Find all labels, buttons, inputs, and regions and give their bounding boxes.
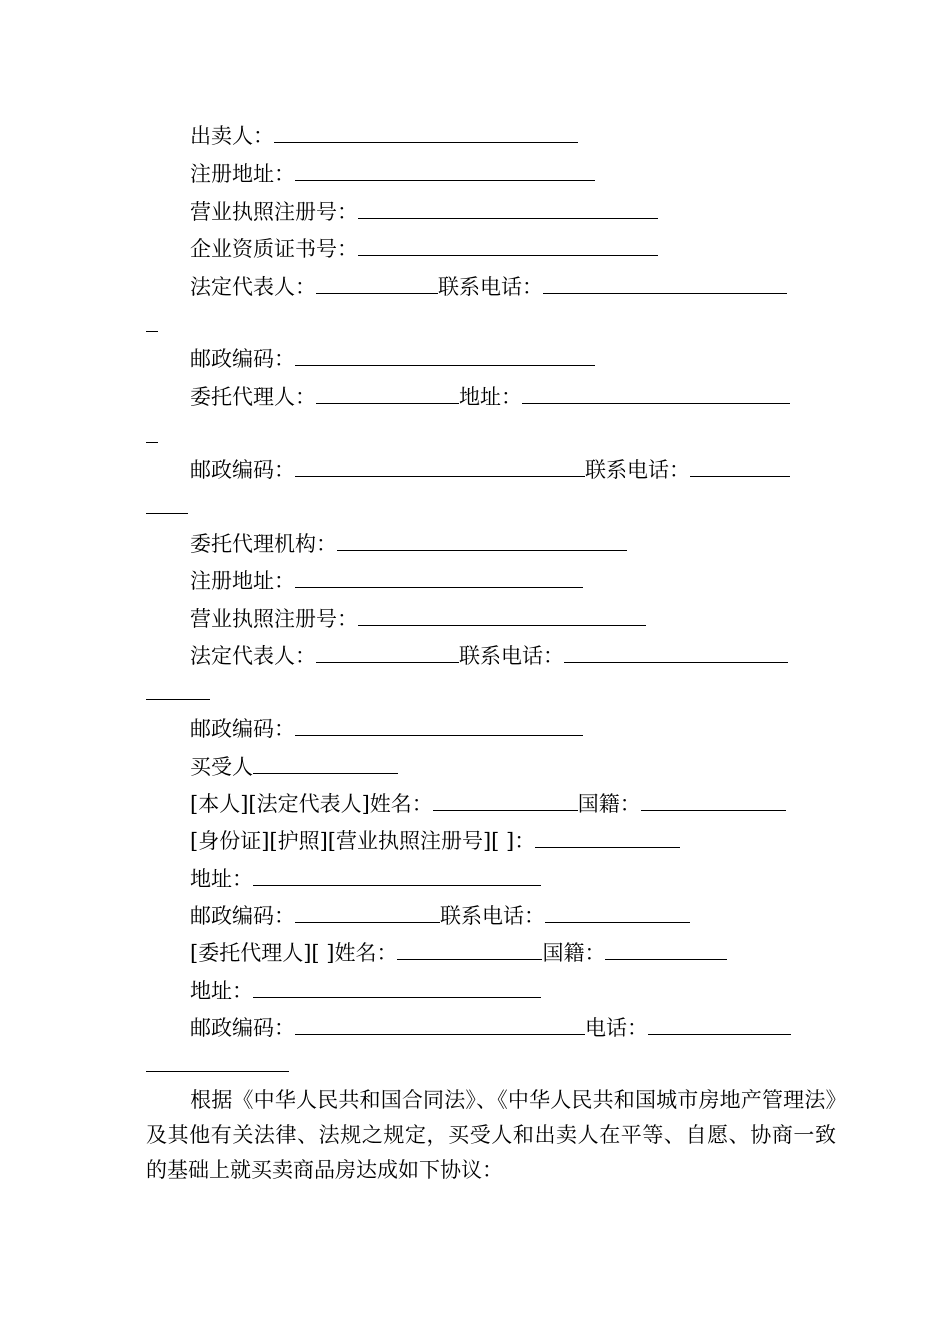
seller-agent-blank[interactable]	[316, 383, 459, 404]
buyer-address-label: 地址：	[190, 867, 253, 891]
buyer-agent-address-label: 地址：	[190, 979, 253, 1003]
buyer-agent-phone-blank-cont[interactable]	[146, 1070, 289, 1072]
agency-reg-address-blank[interactable]	[295, 567, 583, 588]
buyer-nationality-blank[interactable]	[641, 790, 786, 811]
buyer-name-line	[190, 790, 786, 817]
buyer-id-line	[190, 827, 680, 854]
agency-phone-blank-cont[interactable]	[146, 698, 210, 700]
agency-postcode-line	[190, 715, 583, 742]
seller-license-blank[interactable]	[358, 198, 658, 219]
agency-legal-rep-blank[interactable]	[316, 642, 459, 663]
seller-phone2-blank[interactable]	[690, 456, 790, 477]
agency-phone-blank[interactable]	[564, 642, 788, 663]
buyer-name-blank[interactable]	[433, 790, 578, 811]
seller-phone2-label: 联系电话：	[585, 458, 690, 482]
buyer-postcode-label: 邮政编码：	[190, 904, 295, 928]
seller-agent-label: 委托代理人：	[190, 385, 316, 409]
agency-license-blank[interactable]	[358, 605, 646, 626]
seller-legal-rep-line	[190, 273, 787, 300]
seller-postcode-label: 邮政编码：	[190, 347, 295, 371]
seller-phone2-blank-cont[interactable]	[146, 512, 188, 514]
agency-legal-rep-label: 法定代表人：	[190, 644, 316, 668]
seller-phone-blank[interactable]	[543, 273, 787, 294]
agency-name-blank[interactable]	[337, 530, 627, 551]
buyer-address-blank[interactable]	[253, 865, 541, 886]
buyer-agent-postcode-blank[interactable]	[295, 1014, 585, 1035]
agency-reg-address-label: 注册地址：	[190, 569, 295, 593]
seller-postcode2-blank[interactable]	[295, 456, 585, 477]
seller-qualification-blank[interactable]	[358, 235, 658, 256]
buyer-agent-address-blank[interactable]	[253, 977, 541, 998]
agency-license-line	[190, 605, 646, 632]
agency-postcode-label: 邮政编码：	[190, 717, 295, 741]
seller-reg-address-label: 注册地址：	[190, 162, 295, 186]
seller-postcode2-line	[190, 456, 790, 483]
seller-license-label: 营业执照注册号：	[190, 200, 358, 224]
seller-postcode2-label: 邮政编码：	[190, 458, 295, 482]
seller-qualification-line	[190, 235, 658, 262]
buyer-agent-name-line	[190, 939, 727, 966]
preamble-paragraph	[146, 1083, 836, 1188]
agency-license-label: 营业执照注册号：	[190, 607, 358, 631]
seller-agent-address-label: 地址：	[459, 385, 522, 409]
buyer-agent-phone-label: 电话：	[585, 1016, 648, 1040]
buyer-id-blank[interactable]	[535, 827, 680, 848]
seller-reg-address-blank[interactable]	[295, 160, 595, 181]
seller-reg-address-line	[190, 160, 595, 187]
agency-legal-rep-line	[190, 642, 788, 669]
seller-agent-address-blank[interactable]	[522, 383, 790, 404]
seller-name-blank[interactable]	[274, 122, 578, 143]
seller-postcode-blank[interactable]	[295, 345, 595, 366]
seller-legal-rep-blank[interactable]	[316, 273, 438, 294]
buyer-id-label: [身份证][护照][营业执照注册号][ ]：	[190, 829, 536, 853]
buyer-agent-postcode-label: 邮政编码：	[190, 1016, 295, 1040]
buyer-nationality-label: 国籍：	[577, 792, 641, 816]
seller-agent-line	[190, 383, 790, 410]
agency-phone-label: 联系电话：	[459, 644, 564, 668]
seller-postcode-line	[190, 345, 595, 372]
buyer-agent-postcode-line	[190, 1014, 791, 1041]
seller-name-label: 出卖人：	[190, 124, 274, 148]
buyer-agent-nationality-blank[interactable]	[605, 939, 727, 960]
seller-phone-label: 联系电话：	[438, 275, 543, 299]
buyer-agent-name-blank[interactable]	[397, 939, 542, 960]
agency-postcode-blank[interactable]	[295, 715, 583, 736]
buyer-agent-name-label: [委托代理人][ ]姓名：	[190, 941, 398, 965]
seller-phone-blank-cont[interactable]	[146, 330, 158, 332]
agency-name-label: 委托代理机构：	[190, 532, 337, 556]
preamble-text: 根据《中华人民共和国合同法》、《中华人民共和国城市房地产管理法》及其他有关法律、法规之规定，买受人和出卖人在平等、自愿、协商一致的基础上就买卖商品房达成如下协议：	[146, 1088, 836, 1182]
seller-legal-rep-label: 法定代表人：	[190, 275, 316, 299]
buyer-phone-label: 联系电话：	[440, 904, 545, 928]
buyer-agent-phone-blank[interactable]	[648, 1014, 791, 1035]
buyer-phone-blank[interactable]	[545, 902, 690, 923]
buyer-postcode-blank[interactable]	[295, 902, 440, 923]
buyer-title-line	[190, 753, 398, 780]
seller-license-line	[190, 198, 658, 225]
buyer-address-line	[190, 865, 541, 892]
buyer-name-label: [本人][法定代表人]姓名：	[190, 792, 433, 816]
buyer-agent-nationality-label: 国籍：	[542, 941, 606, 965]
buyer-postcode-line	[190, 902, 690, 929]
buyer-title: 买受人	[190, 755, 253, 779]
buyer-title-blank[interactable]	[253, 753, 398, 774]
seller-qualification-label: 企业资质证书号：	[190, 237, 358, 261]
agency-name-line	[190, 530, 627, 557]
seller-agent-address-blank-cont[interactable]	[146, 441, 158, 443]
buyer-agent-address-line	[190, 977, 541, 1004]
agency-reg-address-line	[190, 567, 583, 594]
seller-name-line	[190, 122, 578, 149]
